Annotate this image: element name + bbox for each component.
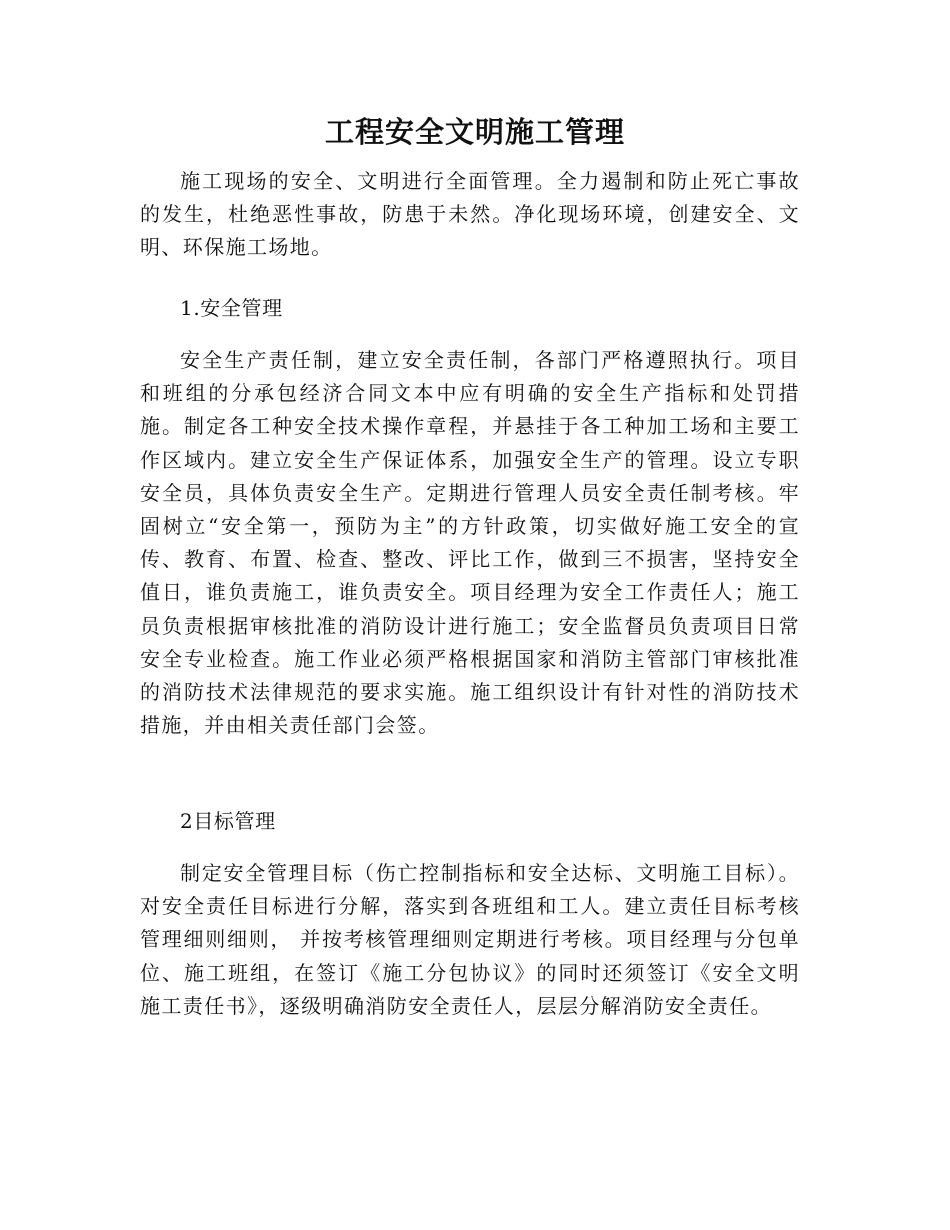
intro-paragraph: 施工现场的安全、文明进行全面管理。全力遏制和防止死亡事故的发生，杜绝恶性事故，防患于未然。净化现场环境，创建安全、文明、环保施工场地。 — [140, 169, 800, 260]
document-title: 工程安全文明施工管理 — [324, 115, 625, 149]
section-body-safety: 安全生产责任制，建立安全责任制，各部门严格遵照执行。项目和班组的分承包经济合同文本中应有明确的安全生产指标和处罚措施。制定各工种安全技术操作章程，并悬挂于各工种加工场和主要工作区域内。建立安全生产保证体系，加强安全生产的管理。设立专职安全员，具体负责安全生产。定期进行管理人员安全责任制考核。牢固树立“安全第一，预防为主”的方针政策，切实做好施工安全的宣传、教育、布置、检查、整改、评比工作，做到三不损害，坚持安全值日，谁负责施工，谁负责安全。项目经理为安全工作责任人；施工员负责根据审核批准的消防设计进行施工；安全监督员负责项目日常安全专业检查。施工作业必须严格根据国家和消防主管部门审核批准的消防技术法律规范的要求实施。施工组织设计有针对性的消防技术措施，并由相关责任部门会签。 — [140, 348, 800, 738]
section-heading-safety: 1.安全管理 — [180, 296, 283, 320]
section-heading-goals: 2目标管理 — [180, 809, 276, 833]
section-body-goals: 制定安全管理目标（伤亡控制指标和安全达标、文明施工目标）。对安全责任目标进行分解，落实到各班组和工人。建立责任目标考核管理细则细则， 并按考核管理细则定期进行考核。项目经理与分包单位、施工班组，在签订《施工分包协议》的同时还须签订《安全文明施工责任书》，逐级明确消防安全责任人，层层分解消防安全责任。 — [140, 861, 800, 1018]
